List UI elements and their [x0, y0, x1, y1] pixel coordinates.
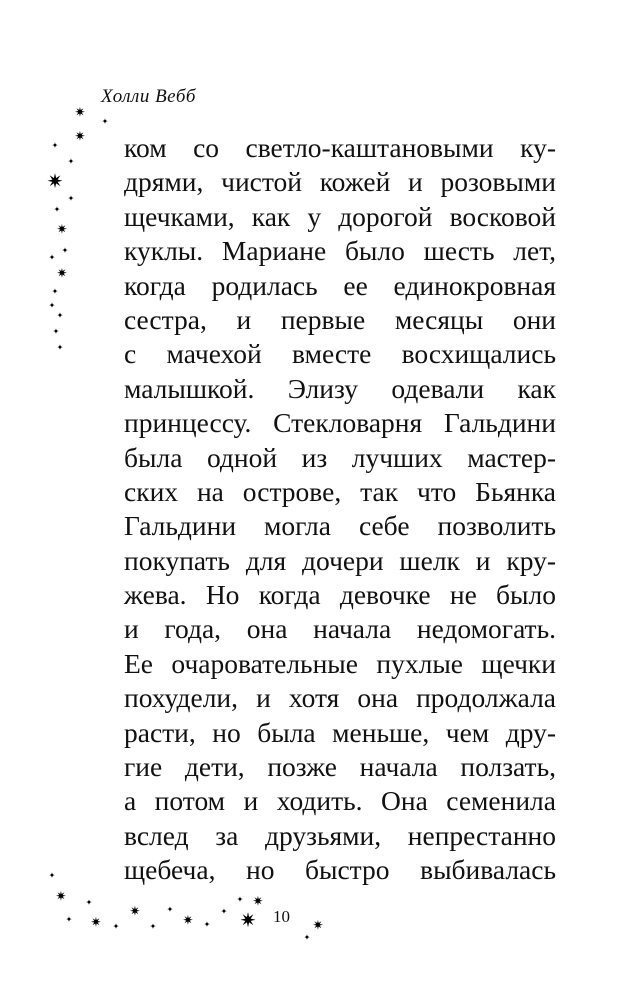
star-icon: ✦ [51, 287, 59, 296]
text-line: Гальдини могла себе позволить [124, 510, 556, 542]
star-icon: ✦ [56, 311, 64, 320]
text-line: была одной из лучших мастер- [124, 441, 556, 473]
star-icon: ✦ [53, 205, 61, 214]
text-line: с мачехой вместе восхищались [124, 338, 556, 370]
text-line: ком со светло-каштановыми ку- [124, 132, 556, 163]
star-icon: ✷ [252, 894, 264, 910]
star-icon: ✦ [48, 871, 56, 880]
text-line: щебеча, но быстро выбивалась [124, 854, 556, 886]
star-icon: ✦ [61, 246, 69, 255]
star-icon: ✦ [85, 898, 93, 907]
star-icon: ✦ [51, 141, 59, 150]
star-icon: ✦ [56, 343, 64, 352]
star-icon: ✷ [46, 169, 64, 193]
star-icon: ✦ [303, 933, 311, 942]
text-line: ских на острове, так что Бьянка [124, 475, 556, 507]
star-icon: ✦ [203, 920, 211, 929]
star-icon: ✦ [166, 905, 174, 914]
body-text [124, 131, 556, 888]
star-icon: ✷ [74, 129, 86, 145]
running-header-author: Холли Вебб [101, 86, 196, 107]
page-number: 10 [273, 907, 290, 926]
text-line: покупать для дочери шелк и кру- [124, 544, 556, 576]
star-icon: ✷ [56, 222, 68, 238]
text-line: расти, но была меньше, чем дру- [124, 716, 556, 748]
text-line: щечками, как у дорогой восковой [124, 200, 556, 232]
text-line: сестра, и первые месяцы они [124, 303, 556, 335]
star-icon: ✷ [239, 908, 257, 932]
text-line: куклы. Мариане было шесть лет, [124, 235, 556, 267]
star-icon: ✦ [52, 327, 60, 336]
star-icon: ✷ [182, 913, 194, 929]
star-icon: ✦ [67, 194, 75, 203]
star-icon: ✦ [48, 301, 56, 310]
text-line: гие дети, позже начала ползать, [124, 751, 556, 783]
star-icon: ✦ [48, 253, 56, 262]
text-line: а потом и ходить. Она семенила [124, 785, 556, 817]
star-icon: ✷ [56, 266, 68, 282]
star-icon: ✷ [312, 918, 324, 934]
star-icon: ✦ [67, 157, 75, 166]
text-line: жева. Но когда девочке не было [124, 579, 556, 611]
star-icon: ✦ [65, 915, 73, 924]
text-line: Ее очаровательные пухлые щечки [124, 647, 556, 679]
text-line: когда родилась ее единокровная [124, 269, 556, 301]
star-icon: ✦ [149, 922, 157, 931]
star-icon: ✦ [220, 907, 228, 916]
star-icon: ✦ [101, 117, 109, 126]
text-line: и года, она начала недомогать. [124, 613, 556, 645]
text-line: дрями, чистой кожей и розовыми [124, 166, 556, 198]
text-line: вслед за друзьями, непрестанно [124, 819, 556, 851]
text-line: малышкой. Элизу одевали как [124, 372, 556, 404]
star-icon: ✷ [90, 915, 102, 931]
star-icon: ✦ [112, 922, 120, 931]
star-icon: ✷ [74, 105, 86, 121]
text-line: принцессу. Стекловарня Гальдини [124, 407, 556, 439]
star-icon: ✦ [236, 895, 244, 904]
star-icon: ✷ [55, 889, 67, 905]
star-icon: ✷ [129, 904, 141, 920]
text-line: похудели, и хотя она продолжала [124, 682, 556, 714]
